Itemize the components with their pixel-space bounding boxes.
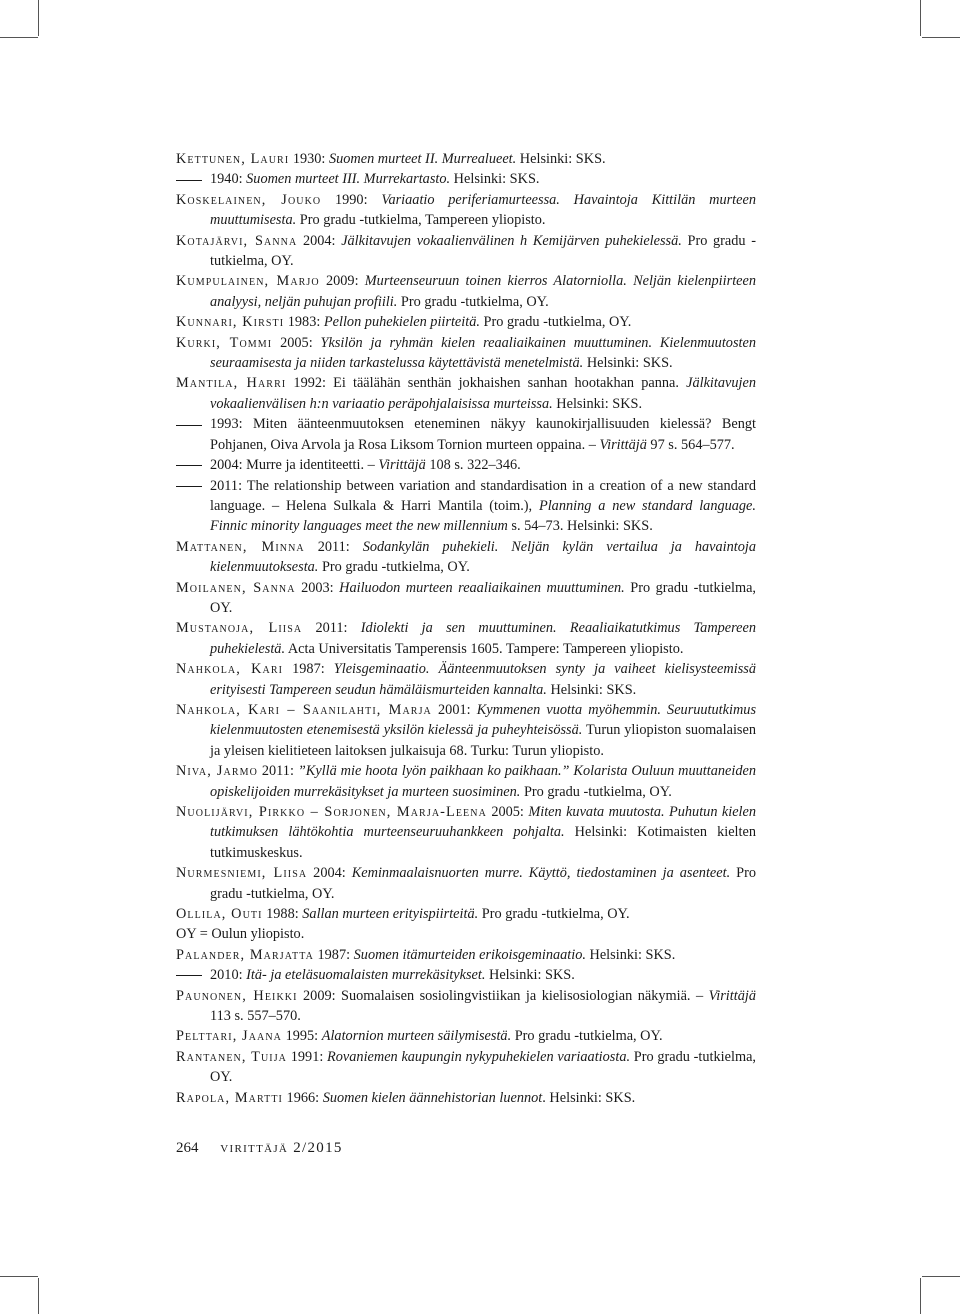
entry-text: 97 s. 564–577.	[646, 436, 735, 453]
entry-author: Nurmesniemi, Liisa	[176, 865, 308, 882]
entry-text: 1992: Ei täälähän senthän jokhaishen sanhan hootakhan panna.	[286, 375, 687, 392]
repeat-author-dash	[176, 975, 202, 976]
entry-author: Pelttari, Jaana	[176, 1028, 282, 1045]
entry-text: Helsinki: SKS.	[583, 355, 673, 372]
bibliography-entry	[176, 802, 756, 863]
entry-text: Pro gradu -tutkielma, OY.	[210, 232, 757, 270]
entry-author: Nahkola, Kari – Saanilahti, Marja	[176, 701, 432, 718]
bibliography-entry	[176, 904, 756, 924]
entry-text: . Helsinki: SKS.	[542, 1089, 636, 1106]
entry-title: Suomen itämurteiden erikoisgeminaatio.	[353, 946, 586, 963]
entry-title: Suomen kielen äännehistorian luennot	[322, 1089, 543, 1106]
bibliography-list	[176, 149, 756, 1108]
entry-text: 2009: Suomalaisen sosiolingvistiikan ja kielisosiologian näkymiä. –	[297, 987, 709, 1004]
entry-title: Miten kuvata muutosta. Puhutun kielen tutkimuksen lähtökohtia murteenseuruuhankkeen pohjalta.	[210, 804, 757, 841]
repeat-author-dash	[176, 180, 202, 181]
bibliography-entry	[176, 169, 756, 189]
bibliography-entry	[176, 986, 756, 1027]
crop-mark-bottom-left	[0, 1276, 38, 1277]
bibliography-entry	[176, 312, 756, 332]
entry-text: Helsinki: SKS.	[485, 967, 575, 984]
bibliography-entry	[176, 924, 756, 944]
entry-text: 1988:	[262, 906, 303, 923]
bibliography-entry	[176, 761, 756, 802]
entry-author: Mustanoja, Liisa	[176, 620, 303, 637]
crop-mark-top-left	[0, 37, 38, 38]
bibliography-entry	[176, 1047, 756, 1088]
entry-text: Pro gradu -tutkielma, OY.	[210, 579, 757, 616]
entry-text: Pro gradu -tutkielma, OY.	[479, 314, 632, 331]
entry-text: Pro gradu -tutkielma, OY.	[511, 1028, 663, 1045]
entry-text: Pro gradu -tutkielma, OY.	[397, 293, 549, 310]
bibliography-entry	[176, 455, 756, 475]
entry-text: 2010:	[210, 967, 247, 984]
bibliography-entry	[176, 333, 756, 374]
crop-mark-top-left	[38, 0, 39, 36]
entry-author: Rapola, Martti	[176, 1089, 283, 1106]
crop-mark-top-right	[920, 0, 921, 36]
entry-title: Idiolekti ja sen muuttuminen. Reaaliaikatutkimus Tampereen puhekielestä.	[210, 620, 757, 657]
repeat-author-dash	[176, 486, 202, 487]
entry-text: 2004:	[307, 865, 352, 882]
entry-title: Sallan murteen erityispiirteitä.	[302, 906, 479, 923]
journal-issue: virittäjä 2/2015	[220, 1140, 343, 1156]
entry-author: Kotajärvi, Sanna	[176, 232, 298, 249]
bibliography-entry	[176, 659, 756, 700]
entry-title: Pellon puhekielen piirteitä.	[323, 314, 480, 331]
entry-text: 2004:	[297, 232, 342, 249]
bibliography-entry	[176, 965, 756, 985]
entry-text: 2011: The relationship between variation and standardisation in a creation of a new standard language. – Helena Sulkala & Harri Mantila (toim.),	[210, 477, 756, 514]
bibliography-entry	[176, 476, 756, 537]
entry-title: Hailuodon murteen reaaliaikainen muuttuminen.	[339, 579, 625, 596]
entry-title: Jälkitavujen vokaalienvälinen h Kemijärven puhekielessä.	[341, 232, 682, 249]
crop-mark-top-right	[922, 37, 960, 38]
entry-text: 2005:	[272, 334, 321, 351]
entry-text: 1983:	[284, 314, 324, 331]
entry-text: 2011:	[257, 763, 298, 780]
entry-author: Paunonen, Heikki	[176, 987, 298, 1004]
entry-title: Variaatio periferiamurteessa. Havaintoja Kittilän murteen muuttumisesta.	[210, 191, 756, 229]
entry-text: Helsinki: SKS.	[546, 681, 637, 698]
entry-title: Suomen murteet II. Murrealueet.	[328, 151, 517, 167]
entry-title: Yksilön ja ryhmän kielen reaaliaikainen muuttuminen. Kielenmuutosten seuraamisesta ja niiden tarkastelussa käytettävistä menetelmistä.	[210, 334, 756, 372]
entry-title: Virittäjä	[378, 457, 426, 474]
entry-text: 1991:	[287, 1048, 328, 1065]
bibliography-entry	[176, 537, 756, 578]
bibliography-entry	[176, 149, 756, 169]
entry-text: s. 54–73. Helsinki: SKS.	[507, 518, 653, 535]
entry-text: 2005:	[486, 804, 529, 820]
bibliography-entry	[176, 863, 756, 904]
entry-text: 113 s. 557–570.	[210, 1008, 301, 1025]
entry-author: Kettunen, Lauri	[176, 151, 290, 167]
entry-text: Pro gradu -tutkielma, OY.	[210, 865, 756, 902]
entry-text: Pro gradu -tutkielma, OY.	[520, 783, 672, 800]
entry-text: 2003:	[295, 579, 340, 596]
entry-title: Murteenseuruun toinen kierros Alatorniolla. Neljän kielenpiirteen analyysi, neljän puhujan profiili.	[210, 273, 757, 310]
crop-mark-bottom-right	[922, 1276, 960, 1277]
bibliography-entry	[176, 1026, 756, 1046]
entry-text: 1940:	[210, 171, 247, 188]
entry-title: Rovaniemen kaupungin nykypuhekielen variaatiosta.	[327, 1048, 631, 1065]
entry-title: Virittäjä	[599, 436, 647, 453]
entry-author: Nahkola, Kari	[176, 661, 284, 678]
entry-text: Helsinki: SKS.	[552, 395, 643, 412]
entry-title: Kymmenen vuotta myöhemmin. Seuruututkimus kielenmuutosten etenemisestä yksilön kielessä ja puheyhteisössä.	[210, 701, 757, 739]
entry-author: Palander, Marjatta	[176, 946, 314, 963]
entry-text: Helsinki: Kotimaisten kielten tutkimuskeskus.	[210, 824, 756, 861]
bibliography-entry	[176, 190, 756, 231]
entry-author: Kunnari, Kirsti	[176, 314, 285, 331]
page-number: 264	[176, 1140, 199, 1156]
bibliography-entry	[176, 231, 756, 272]
entry-title: Planning a new standard language. Finnic minority languages meet the new millennium	[210, 497, 756, 535]
entry-author: Moilanen, Sanna	[176, 579, 296, 596]
entry-title: Itä- ja eteläsuomalaisten murrekäsitykset.	[246, 967, 486, 984]
bibliography-entry	[176, 945, 756, 965]
entry-text: 1993: Miten äänteenmuutoksen eteneminen näkyy kaunokirjallisuuden kielessä? Bengt Pohjanen, Oiva Arvola ja Rosa Liksom Tornion murteen oppaina. –	[210, 416, 756, 453]
entry-author: Nuolijärvi, Pirkko – Sorjonen, Marja-Leena	[176, 804, 487, 820]
bibliography-entry	[176, 1088, 756, 1108]
entry-text: Turun yliopiston suomalaisen ja yleisen kielitieteen laitoksen julkaisuja 68. Turku: Turun yliopisto.	[210, 722, 756, 759]
entry-text: 108 s. 322–346.	[425, 457, 521, 474]
entry-author: Mantila, Harri	[176, 375, 287, 392]
entry-text: Pro gradu -tutkielma, OY.	[210, 1048, 756, 1086]
entry-text: Acta Universitatis Tamperensis 1605. Tampere: Tampereen yliopisto.	[285, 640, 684, 657]
entry-title: Virittäjä	[708, 987, 756, 1004]
entry-author: Mattanen, Minna	[176, 538, 305, 555]
entry-text: 2011:	[304, 538, 363, 555]
entry-author: Ollila, Outi	[176, 906, 263, 923]
entry-text: 1930:	[289, 151, 329, 167]
entry-text: 1987:	[283, 661, 334, 678]
entry-title: Yleisgeminaatio. Äänteenmuutoksen synty ja vaiheet kielisysteemissä erityisesti Tampereen seudun hämäläismurteiden kannalta.	[210, 661, 756, 698]
bibliography-entry	[176, 700, 756, 761]
entry-text: OY = Oulun yliopisto.	[176, 926, 305, 943]
page-footer	[176, 1140, 343, 1157]
bibliography-entry	[176, 578, 756, 619]
entry-text: Pro gradu -tutkielma, OY.	[318, 559, 470, 576]
entry-text: 2004: Murre ja identiteetti. –	[210, 457, 379, 474]
entry-text: 2001:	[431, 701, 477, 718]
entry-author: Rantanen, Tuija	[176, 1048, 288, 1065]
entry-text: Pro gradu -tutkielma, OY.	[478, 906, 630, 923]
entry-title: Suomen murteet III. Murrekartasto.	[246, 171, 451, 188]
repeat-author-dash	[176, 465, 202, 466]
entry-text: 2009:	[319, 273, 365, 290]
entry-title: Jälkitavujen vokaalienvälisen h:n variaatio peräpohjalaisissa murteissa.	[210, 375, 756, 412]
entry-text: 1966:	[282, 1089, 323, 1106]
entry-text: Pro gradu -tutkielma, Tampereen yliopisto.	[296, 212, 546, 229]
entry-text: Helsinki: SKS.	[516, 151, 606, 167]
repeat-author-dash	[176, 425, 202, 426]
entry-title: Alatornion murteen säilymisestä.	[321, 1028, 512, 1045]
entry-author: Kurki, Tommi	[176, 334, 273, 351]
entry-text: 1990:	[321, 191, 382, 208]
bibliography-entry	[176, 271, 756, 312]
crop-mark-bottom-right	[920, 1278, 921, 1314]
entry-text: 2011:	[302, 620, 361, 637]
bibliography-entry	[176, 618, 756, 659]
entry-author: Niva, Jarmo	[176, 763, 258, 780]
entry-author: Koskelainen, Jouko	[176, 191, 322, 208]
crop-mark-bottom-left	[38, 1278, 39, 1314]
entry-text: 1987:	[313, 946, 354, 963]
bibliography-entry	[176, 373, 756, 414]
entry-author: Kumpulainen, Marjo	[176, 273, 320, 290]
entry-title: ”Kyllä mie hoota lyön paikhaan ko paikhaan.” Kolarista Ouluun muuttaneiden opiskelijoiden murrekäsitykset ja murteen suosiminen.	[210, 763, 756, 800]
entry-title: Sodankylän puhekieli. Neljän kylän vertailua ja havaintoja kielenmuutoksesta.	[210, 538, 757, 576]
entry-text: 1995:	[282, 1028, 322, 1045]
bibliography-entry	[176, 414, 756, 455]
entry-text: Helsinki: SKS.	[585, 946, 676, 963]
entry-title: Keminmaalaisnuorten murre. Käyttö, tiedostaminen ja asenteet.	[351, 865, 731, 882]
entry-text: Helsinki: SKS.	[450, 171, 540, 188]
